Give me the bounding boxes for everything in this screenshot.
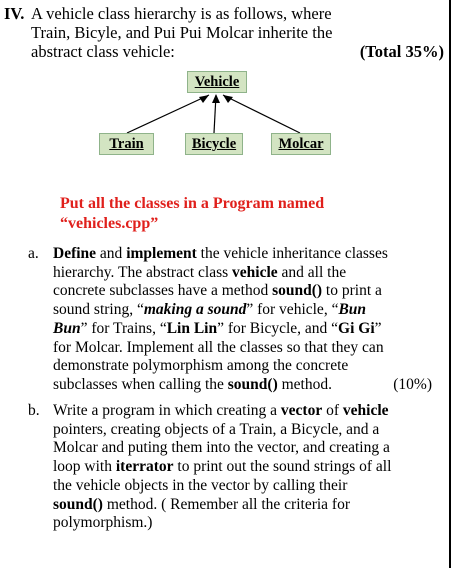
node-train [99,133,154,155]
part-b-line-2: pointers, creating objects of a Train, a Bicycle, and a [53,420,380,438]
question-number: IV. [4,4,25,23]
part-b-line-5: the vehicle objects in the vector by calling their [53,476,348,494]
instruction-line-2: “vehicles.cpp” [60,215,159,232]
class-hierarchy-diagram [0,0,457,200]
part-a-line-2: hierarchy. The abstract class vehicle and all the [53,263,347,281]
node-bicycle-label: Bicycle [191,136,237,152]
part-a-line-3: concrete subclasses have a method sound() to print a [53,282,382,300]
part-b-line-7: polymorphism.) [53,514,153,532]
part-a-line-4: sound string, “making a sound” for vehicle, “Bun [53,301,367,319]
node-vehicle [187,71,247,93]
part-a-line-5: Bun” for Trains, “Lin Lin” for Bicycle, and “Gi Gi” [53,319,382,337]
node-bicycle [185,133,243,155]
node-molcar-label: Molcar [278,136,324,152]
header-line-1: A vehicle class hierarchy is as follows, where [31,4,332,23]
edge-train-vehicle [127,95,209,133]
total-score: (Total 35%) [359,42,444,61]
node-vehicle-label: Vehicle [194,74,240,90]
node-molcar [271,133,331,155]
part-a-percent: (10%) [393,375,432,393]
part-a-line-1: Define and implement the vehicle inheritance classes [53,245,388,262]
header-line-3: abstract class vehicle: [31,42,175,61]
part-b-line-3: Molcar and puting them into the vector, and creating a [53,439,390,457]
part-a-line-6: for Molcar. Implement all the classes so that they can [53,338,384,356]
header-line-2: Train, Bicyle, and Pui Pui Molcar inherite the [31,23,333,42]
part-b-line-4: loop with iterrator to print out the sound strings of all [53,458,392,476]
part-a-line-8: subclasses when calling the sound() method. [53,375,332,393]
arrowhead-train [199,95,209,103]
arrowhead-bicycle [212,94,220,103]
part-b-line-6: sound() method. ( Remember all the criteria for [53,495,351,513]
program-instruction [60,194,440,234]
part-a-line-7: demonstrate polymorphism among the concrete [53,357,349,375]
part-b-label: b. [28,402,40,419]
edge-molcar-vehicle [223,95,300,133]
part-b-line-1: Write a program in which creating a vector of vehicle [53,402,389,419]
instruction-line-1: Put all the classes in a Program named [60,195,325,212]
node-train-label: Train [109,136,144,152]
part-a-label: a. [28,245,39,262]
